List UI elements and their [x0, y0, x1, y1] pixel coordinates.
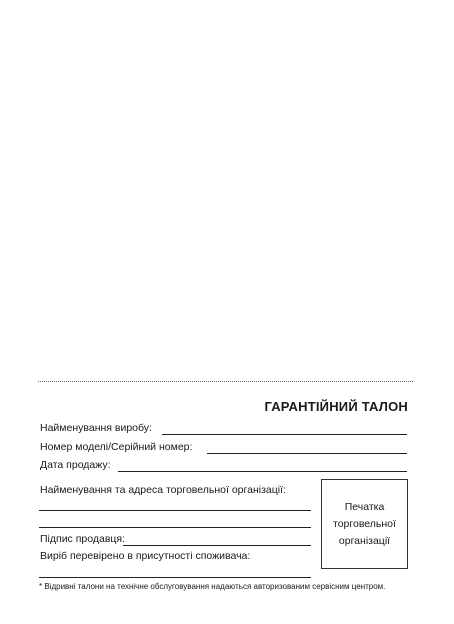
footnote: * Відривні талони на технічне обслуговування надаються авторизованим сервісним центром. — [39, 582, 386, 591]
product-name-label: Найменування виробу: — [40, 422, 152, 434]
product-name-line[interactable] — [162, 434, 407, 435]
tear-off-dotted-line — [38, 381, 413, 382]
model-serial-line[interactable] — [207, 453, 407, 454]
warranty-card-title: ГАРАНТІЙНИЙ ТАЛОН — [264, 399, 408, 414]
seller-signature-label: Підпис продавця: — [40, 533, 126, 545]
stamp-line-3: організації — [338, 534, 391, 547]
checked-row — [40, 548, 310, 564]
stamp-line-2: торговельної — [333, 517, 396, 530]
store-line-1[interactable] — [39, 510, 311, 511]
sale-date-line[interactable] — [118, 471, 407, 472]
checked-label: Виріб перевірено в присутності споживача: — [40, 550, 251, 562]
model-serial-label: Номер моделі/Серійний номер: — [40, 441, 193, 453]
store-label: Найменування та адреса торговельної організації: — [40, 484, 286, 496]
stamp-line-1: Печатка — [344, 500, 385, 513]
customer-signature-line[interactable] — [39, 577, 311, 578]
sale-date-label: Дата продажу: — [40, 459, 111, 471]
store-line-2[interactable] — [39, 527, 311, 528]
store-row — [40, 482, 310, 498]
stamp-box — [321, 479, 408, 569]
seller-signature-line[interactable] — [123, 545, 311, 546]
